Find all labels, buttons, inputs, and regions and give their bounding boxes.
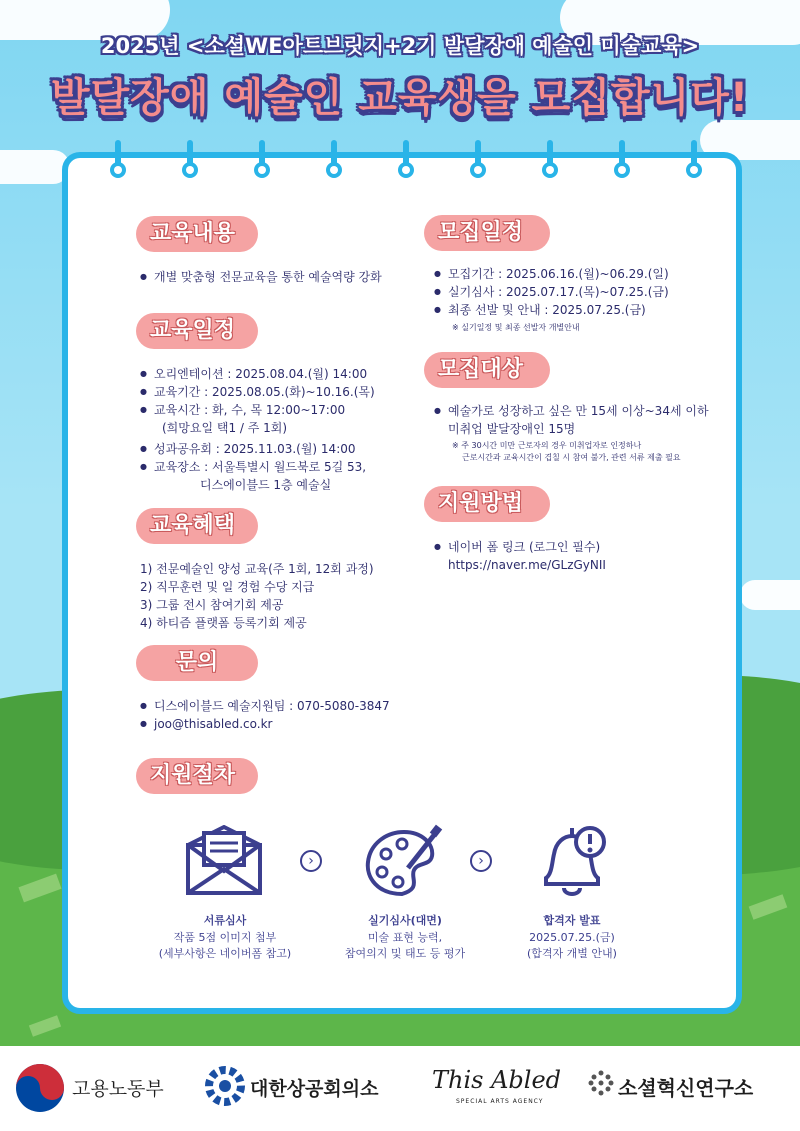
- kcci-logo-icon: [205, 1066, 245, 1106]
- schedule-item: ● 교육기간 : 2025.08.05.(화)~10.16.(목): [140, 383, 375, 401]
- binder-ring: [470, 140, 486, 180]
- schedule-item: ● 성과공유회 : 2025.11.03.(월) 14:00: [140, 440, 356, 458]
- logo-social-innovation-lab: 소셜혁신연구소: [618, 1076, 754, 1100]
- step-title: 서류심사: [203, 914, 247, 927]
- chevron-right-icon: ›: [470, 850, 492, 872]
- step-desc: 참여의지 및 태도 등 평가: [344, 947, 466, 960]
- step-desc: (합격자 개별 안내): [527, 947, 617, 960]
- section-label-target: 모집대상: [424, 352, 550, 388]
- envelope-icon: [184, 825, 264, 897]
- step-desc: (세부사항은 네이버폼 참고): [158, 947, 292, 960]
- logo-ministry-of-labor: 고용노동부: [72, 1078, 164, 1100]
- schedule-item: ● 교육시간 : 화, 수, 목 12:00~17:00: [140, 401, 345, 419]
- logo-kcci: 대한상공회의소: [250, 1078, 379, 1100]
- cloud: [740, 580, 800, 610]
- logo-this-abled: This Abled: [432, 1066, 562, 1094]
- benefit-item: 4) 하티즘 플랫폼 등록기회 제공: [140, 616, 307, 630]
- poster-subtitle: 2025년 <소셜WE아트브릿지+2기 발달장애 예술인 미술교육>: [100, 34, 700, 58]
- taegeuk-logo-icon: [14, 1062, 66, 1114]
- binder-ring: [254, 140, 270, 180]
- target-item: ● 예술가로 성장하고 싶은 만 15세 이상~34세 이하: [434, 402, 709, 420]
- social-innovation-logo-icon: [588, 1070, 614, 1096]
- method-link[interactable]: https://naver.me/GLzGyNII: [448, 558, 606, 572]
- binder-ring: [542, 140, 558, 180]
- target-item-cont: 미취업 발달장애인 15명: [448, 422, 576, 436]
- chevron-right-icon: ›: [300, 850, 322, 872]
- step-desc: 작품 5점 이미지 첨부: [173, 931, 277, 944]
- binder-ring: [686, 140, 702, 180]
- schedule-item: ● 오리엔테이션 : 2025.08.04.(월) 14:00: [140, 365, 367, 383]
- method-item: ● 네이버 폼 링크 (로그인 필수): [434, 538, 600, 556]
- recruit-item: ● 모집기간 : 2025.06.16.(월)~06.29.(일): [434, 265, 669, 283]
- step-title: 합격자 발표: [543, 914, 601, 927]
- cloud: [0, 150, 70, 184]
- binder-ring: [110, 140, 126, 180]
- section-label-content: 교육내용: [136, 216, 258, 252]
- section-label-procedure: 지원절차: [136, 758, 258, 794]
- benefit-item: 3) 그룹 전시 참여기회 제공: [140, 598, 284, 612]
- contact-phone: ● 디스에이블드 예술지원팀 : 070-5080-3847: [140, 697, 390, 715]
- binder-ring: [326, 140, 342, 180]
- palette-icon: [364, 824, 444, 898]
- binder-ring: [182, 140, 198, 180]
- schedule-item-cont: (희망요일 택1 / 주 1회): [162, 421, 288, 435]
- section-label-method: 지원방법: [424, 486, 550, 522]
- benefit-item: 2) 직무훈련 및 일 경험 수당 지급: [140, 580, 315, 594]
- recruit-item: ● 실기심사 : 2025.07.17.(목)~07.25.(금): [434, 283, 669, 301]
- bell-icon: [532, 822, 612, 900]
- step-desc: 2025.07.25.(금): [529, 931, 615, 944]
- binder-ring: [614, 140, 630, 180]
- poster-title: 발달장애 예술인 교육생을 모집합니다!: [50, 75, 750, 121]
- recruit-note: ※ 실기일정 및 최종 선발자 개별안내: [452, 323, 580, 332]
- contact-email[interactable]: ● joo@thisabled.co.kr: [140, 715, 272, 733]
- binder-ring: [398, 140, 414, 180]
- section-label-benefits: 교육혜택: [136, 508, 258, 544]
- schedule-item: ● 교육장소 : 서울특별시 월드북로 5길 53,: [140, 458, 366, 476]
- logo-this-abled-tagline: SPECIAL ARTS AGENCY: [456, 1098, 544, 1105]
- content-item: ● 개별 맞춤형 전문교육을 통한 예술역량 강화: [140, 268, 382, 286]
- benefit-item: 1) 전문예술인 양성 교육(주 1회, 12회 과정): [140, 562, 374, 576]
- schedule-item-cont: 디스에이블드 1층 예술실: [200, 478, 332, 492]
- section-label-recruit-schedule: 모집일정: [424, 215, 550, 251]
- recruit-item: ● 최종 선발 및 안내 : 2025.07.25.(금): [434, 301, 646, 319]
- step-desc: 미술 표현 능력,: [367, 931, 443, 944]
- section-label-contact: 문의: [136, 645, 258, 681]
- target-note: ※ 주 30시간 미만 근로자의 경우 미취업자로 인정하나: [452, 441, 642, 450]
- section-label-schedule: 교육일정: [136, 313, 258, 349]
- target-note: 근로시간과 교육시간이 겹칠 시 참여 불가, 관련 서류 제출 필요: [462, 453, 681, 462]
- step-title: 실기심사(대면): [368, 914, 442, 927]
